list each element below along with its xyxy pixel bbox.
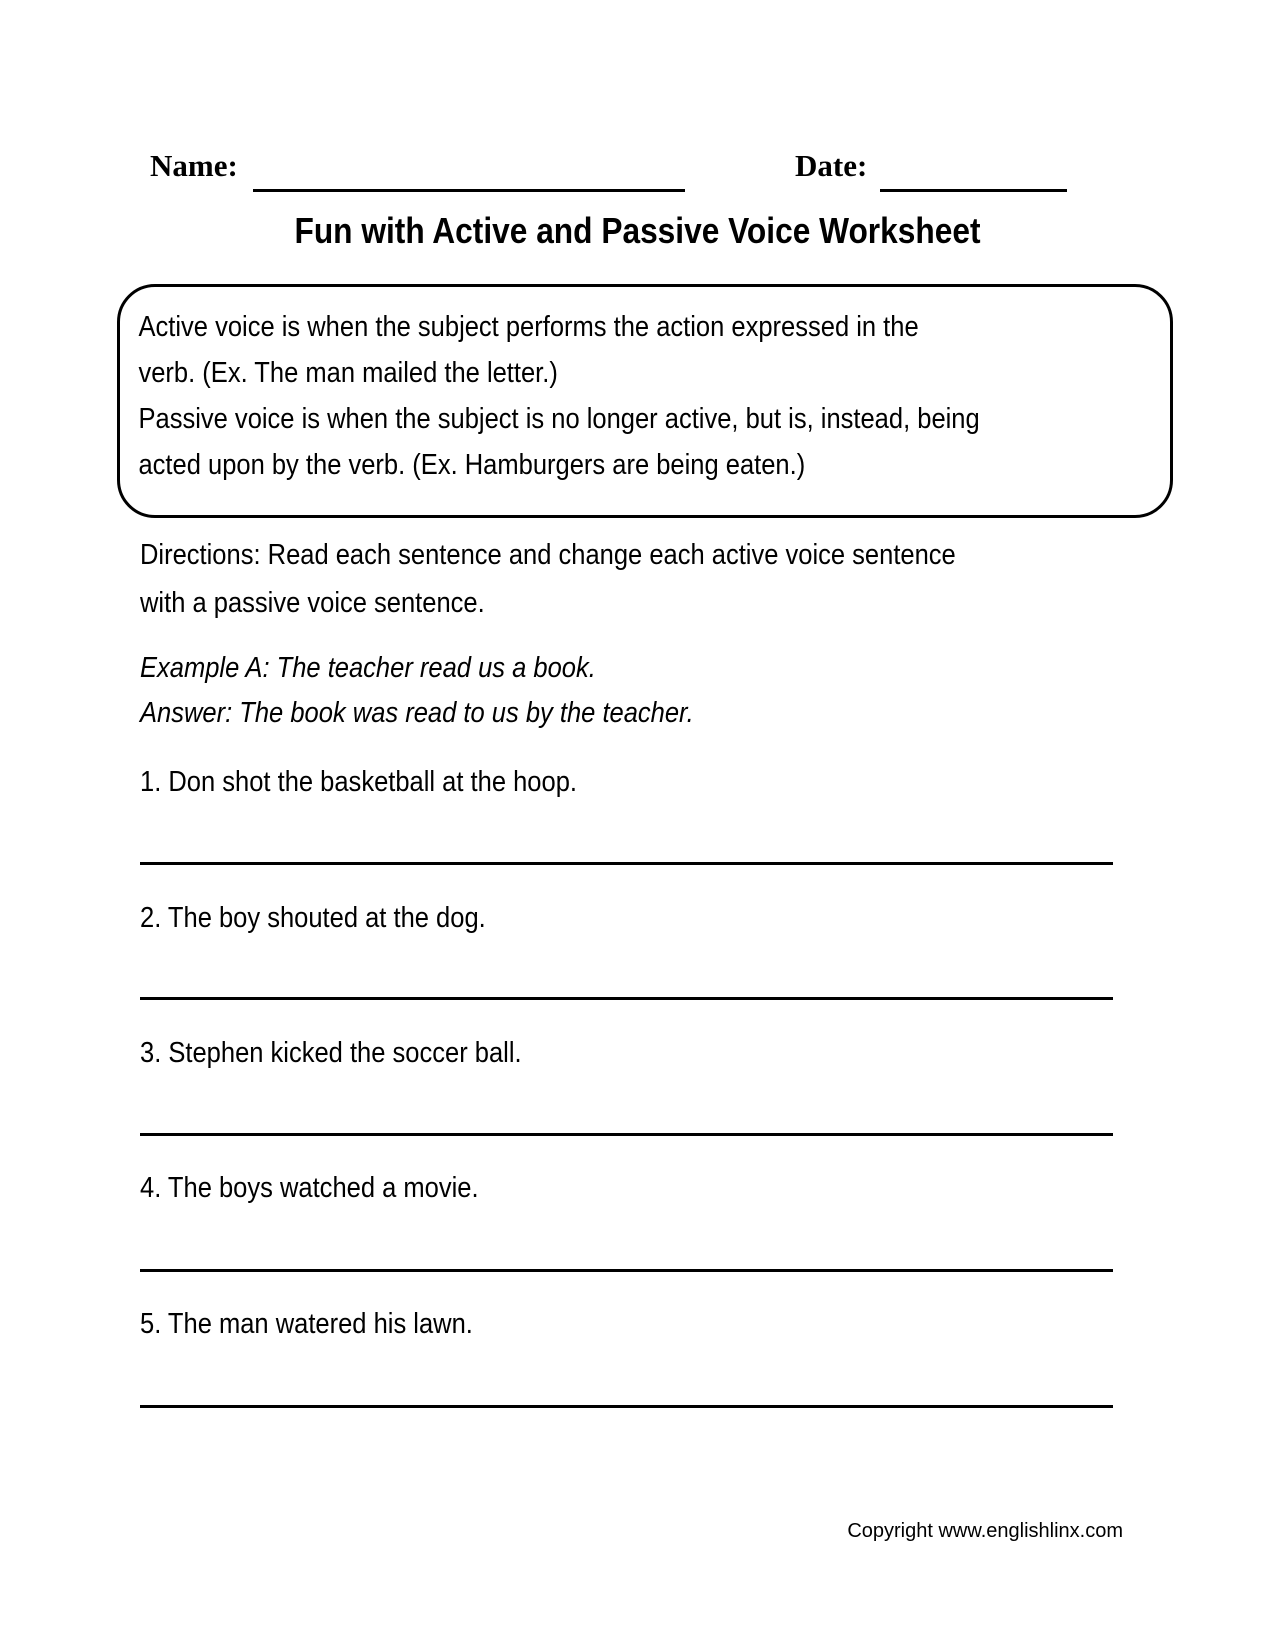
answer-blank-line-4 xyxy=(140,1269,1113,1272)
example-line-1: Example A: The teacher read us a book. xyxy=(140,652,596,684)
definition-text xyxy=(120,287,1044,488)
copyright-footer: Copyright www.englishlinx.com xyxy=(847,1520,1123,1542)
definition-box xyxy=(117,284,1173,518)
directions-line-1: Directions: Read each sentence and change each active voice sentence xyxy=(140,539,956,571)
answer-blank-line-3 xyxy=(140,1133,1113,1136)
definition-line-1: Active voice is when the subject performs the action expressed in the xyxy=(138,311,919,343)
answer-blank-line-1 xyxy=(140,862,1113,865)
answer-blank-line-2 xyxy=(140,997,1113,1000)
definition-line-2: verb. (Ex. The man mailed the letter.) xyxy=(138,357,558,389)
directions-line-2: with a passive voice sentence. xyxy=(140,587,485,619)
definition-line-3: Passive voice is when the subject is no longer active, but is, instead, being xyxy=(138,403,980,435)
worksheet-title: Fun with Active and Passive Voice Worksheet xyxy=(294,210,981,251)
example-line-2: Answer: The book was read to us by the teacher. xyxy=(140,697,694,729)
question-sentence-3: 3. Stephen kicked the soccer ball. xyxy=(140,1037,522,1069)
question-sentence-1: 1. Don shot the basketball at the hoop. xyxy=(140,766,577,798)
date-blank-line xyxy=(880,189,1067,192)
question-sentence-5: 5. The man watered his lawn. xyxy=(140,1308,473,1340)
question-sentence-2: 2. The boy shouted at the dog. xyxy=(140,902,486,934)
date-label: Date: xyxy=(795,148,868,183)
answer-blank-line-5 xyxy=(140,1405,1113,1408)
directions-text xyxy=(140,531,956,627)
question-sentence-4: 4. The boys watched a movie. xyxy=(140,1172,479,1204)
name-label: Name: xyxy=(150,148,238,183)
example-text xyxy=(140,646,694,736)
name-blank-line xyxy=(253,189,685,192)
definition-line-4: acted upon by the verb. (Ex. Hamburgers are being eaten.) xyxy=(138,449,806,481)
